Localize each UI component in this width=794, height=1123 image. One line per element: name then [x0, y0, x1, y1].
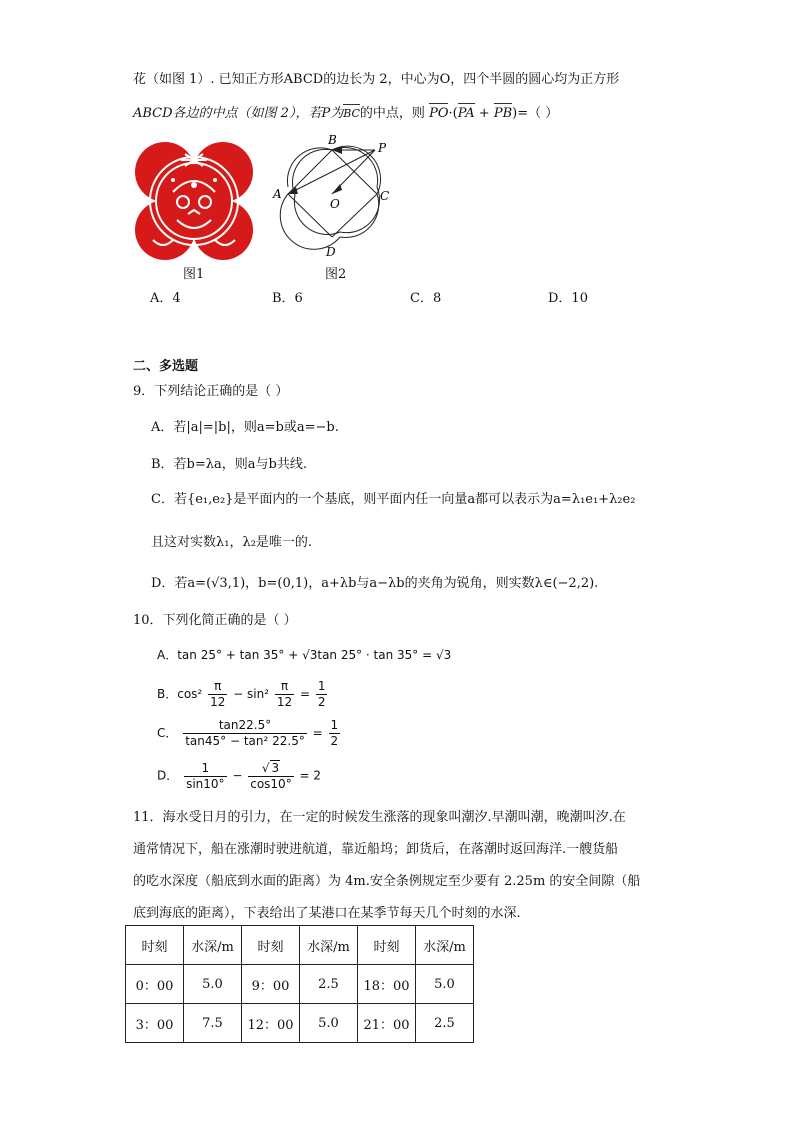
label-b: B: [328, 133, 337, 147]
q9-stem: 9．下列结论正确的是（ ）: [133, 384, 289, 399]
table-cell: 0：00: [126, 965, 184, 1004]
table-cell: 2.5: [300, 965, 358, 1004]
table-cell: 7.5: [184, 1004, 242, 1043]
header-cell: 时刻: [242, 926, 300, 965]
q8-option-d[interactable]: D．10: [548, 291, 588, 306]
q11-line1: 11．海水受日月的引力，在一定的时候发生涨落的现象叫潮汐.早潮叫潮，晚潮叫汐.在: [133, 810, 626, 825]
q8-option-b[interactable]: B．6: [272, 291, 303, 306]
table-cell: 2.5: [416, 1004, 474, 1043]
table-cell: 9：00: [242, 965, 300, 1004]
q10-option-a[interactable]: A．tan 25° + tan 35° + √3tan 25° · tan 35° = √3: [157, 648, 452, 662]
label-o: O: [330, 197, 340, 211]
q10-stem: 10．下列化简正确的是（ ）: [133, 613, 297, 628]
table-row: [126, 1004, 474, 1043]
fig1-caption: 图1: [183, 267, 205, 282]
q8-stem-line2: ABCD各边的中点（如图 2），若P为BC的中点，则 PO·(PA + PB)=（ ）: [133, 106, 559, 121]
header-cell: 水深/m: [300, 926, 358, 965]
table-cell: 3：00: [126, 1004, 184, 1043]
label-p: P: [378, 141, 387, 155]
q11-line2: 通常情况下，船在涨潮时驶进航道，靠近船坞；卸货后，在落潮时返回海洋.一艘货船: [133, 842, 619, 857]
q11-line4: 底到海底的距离），下表给出了某港口在某季节每天几个时刻的水深.: [133, 906, 521, 921]
label-d: D: [326, 245, 336, 259]
label-c: C: [380, 189, 390, 203]
q11-line3: 的吃水深度（船底到水面的距离）为 4m.安全条例规定至少要有 2.25m 的安全间隙（船: [133, 874, 641, 889]
tide-table: [125, 925, 474, 1043]
fig2-caption: 图2: [325, 267, 347, 282]
q10-option-c[interactable]: C． $\frac{\tan 22.5^\circ}{\text{tan45° − tan² 22.5°}}$ = $\frac{1}{2}$: [157, 718, 339, 748]
table-cell: 21：00: [358, 1004, 416, 1043]
geometry-figure: [270, 132, 400, 262]
q8-stem-line1: 花（如图 1）. 已知正方形ABCD的边长为 2，中心为O，四个半圆的圆心均为正方形: [133, 72, 620, 87]
q9-option-c[interactable]: C．若{e₁,e₂}是平面内的一个基底，则平面内任一向量a都可以表示为a=λ₁e₁+λ₂e₂: [151, 492, 636, 507]
table-cell: 18：00: [358, 965, 416, 1004]
q9-option-d[interactable]: D．若a=(√3,1)，b=(0,1)，a+λb与a−λb的夹角为锐角，则实数λ∈(−2,2).: [151, 576, 599, 591]
q10-option-d[interactable]: D． $\frac{1}{\sin 10^\circ}$ − $\frac{√ 3}{\cos 10^\circ}$ = 2: [157, 760, 322, 791]
q9-option-c-cont: 且这对实数λ₁，λ₂是唯一的.: [151, 535, 313, 550]
q10-option-b[interactable]: B．cos² $\frac{\pi}{12}$ − sin² $\frac{\pi}{12}$ = $\frac{1}{2}$: [157, 679, 326, 709]
table-cell: 5.0: [184, 965, 242, 1004]
label-a: A: [273, 187, 282, 201]
arc-bc: BC: [343, 107, 360, 120]
table-cell: 12：00: [242, 1004, 300, 1043]
header-cell: 水深/m: [184, 926, 242, 965]
q9-option-a[interactable]: A．若|a|=|b|，则a=b或a=−b.: [151, 420, 339, 435]
paper-cut-figure: [133, 140, 255, 262]
q8-option-a[interactable]: A．4: [150, 291, 181, 306]
table-row: [126, 965, 474, 1004]
section-heading: 二、多选题: [133, 359, 199, 374]
q9-option-b[interactable]: B．若b=λa，则a与b共线.: [151, 457, 307, 472]
header-cell: 时刻: [358, 926, 416, 965]
table-cell: 5.0: [300, 1004, 358, 1043]
q8-option-c[interactable]: C．8: [410, 291, 442, 306]
table-cell: 5.0: [416, 965, 474, 1004]
header-cell: 水深/m: [416, 926, 474, 965]
table-header-row: [126, 926, 474, 965]
header-cell: 时刻: [126, 926, 184, 965]
